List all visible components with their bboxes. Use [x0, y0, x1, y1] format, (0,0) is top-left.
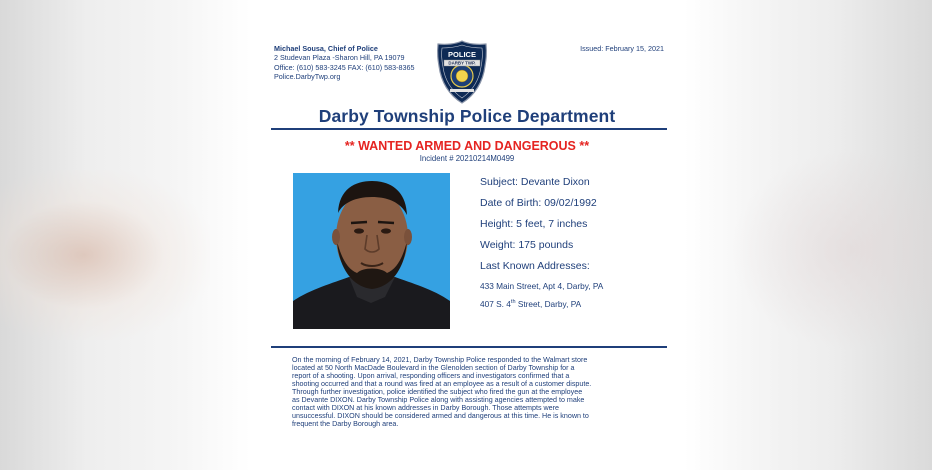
contact-block: [274, 44, 415, 82]
header-divider: [271, 128, 667, 130]
incident-number: Incident # 20210214M0499: [419, 154, 515, 163]
wanted-poster-page: [249, 0, 685, 470]
narrative-line: located at 50 North MacDade Boulevard in the Glenolden section of Darby Township for a: [292, 364, 575, 373]
narrative-line: unsuccessful. DIXON should be considered armed and dangerous at this time. He is known to: [292, 412, 589, 421]
address-1: 433 Main Street, Apt 4, Darby, PA: [480, 281, 604, 291]
address-2-suffix: th: [510, 299, 516, 306]
address-2-street: Street, Darby, PA: [515, 299, 582, 309]
contact-address: 2 Studevan Plaza -Sharon Hill, PA 19079: [274, 53, 405, 63]
blurred-background-right-glow: [730, 150, 932, 350]
narrative-line: Through further investigation, police identified the subject who fired the gun at the employee: [292, 388, 583, 397]
issued-date: Issued: February 15, 2021: [580, 44, 664, 53]
badge-top-text: POLICE: [448, 50, 476, 59]
contact-website: Police.DarbyTwp.org: [274, 72, 341, 82]
blurred-background-left-glow: [0, 170, 210, 340]
narrative-line: shooting occurred and that a round was fired at an employee as a result of a customer dispute.: [292, 380, 592, 389]
narrative-line: report of a shooting. Upon arrival, responding officers and investigators confirmed that a: [292, 372, 570, 381]
address-2-number: 407 S. 4: [480, 299, 511, 309]
wanted-banner: ** WANTED ARMED AND DANGEROUS **: [344, 139, 590, 153]
narrative-line: On the morning of February 14, 2021, Darby Township Police responded to the Walmart store: [292, 356, 588, 364]
suspect-photo: [293, 173, 450, 329]
contact-phone: Office: (610) 583-3245 FAX: (610) 583-8365: [274, 62, 415, 72]
suspect-photo-image: [293, 173, 450, 329]
department-title: Darby Township Police Department: [318, 106, 616, 126]
narrative-line: as Devante DIXON. Darby Township Police along with assisting agencies attempted to make: [292, 396, 585, 405]
subject-dob: Date of Birth: 09/02/1992: [480, 197, 597, 209]
chief-name: Michael Sousa, Chief of Police: [274, 44, 378, 53]
incident-narrative: [292, 356, 652, 428]
subject-name: Subject: Devante Dixon: [480, 176, 590, 188]
narrative-line: frequent the Darby Borough area.: [292, 420, 399, 429]
badge-ribbon-text: DARBY TWP.: [448, 60, 476, 66]
narrative-divider: [271, 346, 667, 348]
address-2: [480, 299, 581, 309]
addresses-label: Last Known Addresses:: [480, 260, 590, 272]
subject-height: Height: 5 feet, 7 inches: [480, 218, 588, 230]
police-badge-icon: [434, 40, 490, 104]
narrative-line: contact with DIXON at his known addresses in Darby Borough. Those attempts were: [292, 404, 559, 413]
subject-weight: Weight: 175 pounds: [480, 239, 574, 251]
